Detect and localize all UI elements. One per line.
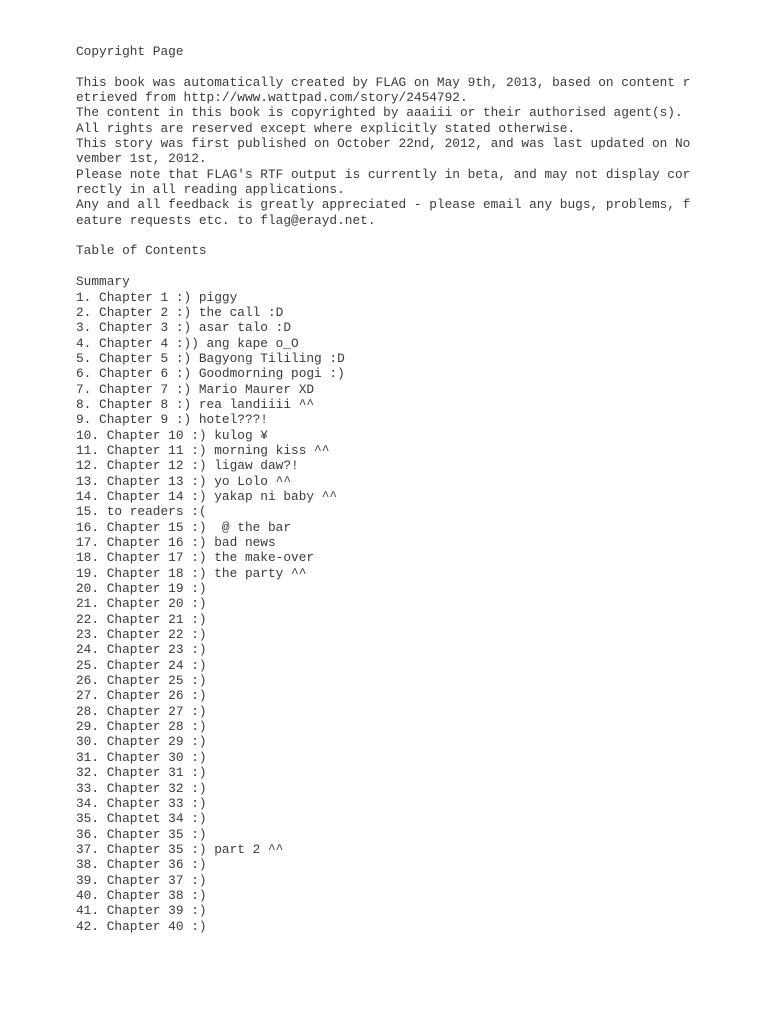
toc-entry[interactable]: 5. Chapter 5 :) Bagyong Tililing :D — [76, 350, 345, 366]
toc-entry[interactable]: 8. Chapter 8 :) rea landiiii ^^ — [76, 396, 315, 412]
copyright-line: vember 1st, 2012. — [76, 151, 207, 167]
toc-entry[interactable]: 27. Chapter 26 :) — [76, 688, 207, 704]
toc-entry[interactable]: 40. Chapter 38 :) — [76, 887, 207, 903]
toc-entry[interactable]: 9. Chapter 9 :) hotel???! — [76, 412, 268, 428]
toc-entry[interactable]: 11. Chapter 11 :) morning kiss ^^ — [76, 442, 330, 458]
toc-entry[interactable]: 18. Chapter 17 :) the make-over — [76, 550, 315, 566]
copyright-line: eature requests etc. to flag@erayd.net. — [76, 212, 376, 228]
toc-entry[interactable]: 36. Chapter 35 :) — [76, 826, 207, 842]
toc-entry[interactable]: 26. Chapter 25 :) — [76, 673, 207, 689]
copyright-line: The content in this book is copyrighted by aaaiii or their authorised agent(s). — [76, 105, 683, 121]
copyright-notice — [76, 75, 696, 228]
toc-entry[interactable]: 37. Chapter 35 :) part 2 ^^ — [76, 841, 284, 857]
toc-entry[interactable]: 20. Chapter 19 :) — [76, 581, 207, 597]
toc-list — [76, 274, 696, 934]
toc-entry[interactable]: 3. Chapter 3 :) asar talo :D — [76, 320, 292, 336]
copyright-line: etrieved from http://www.wattpad.com/story/2454792. — [76, 90, 468, 106]
toc-entry[interactable]: 32. Chapter 31 :) — [76, 765, 207, 781]
toc-entry[interactable]: 29. Chapter 28 :) — [76, 719, 207, 735]
toc-entry[interactable]: 12. Chapter 12 :) ligaw daw?! — [76, 458, 299, 474]
toc-summary-entry[interactable]: Summary — [76, 274, 130, 290]
toc-entry[interactable]: 33. Chapter 32 :) — [76, 780, 207, 796]
copyright-heading: Copyright Page — [76, 44, 184, 59]
toc-entry[interactable]: 31. Chapter 30 :) — [76, 749, 207, 765]
toc-entry[interactable]: 35. Chaptet 34 :) — [76, 811, 207, 827]
copyright-line: rectly in all reading applications. — [76, 182, 345, 198]
toc-entry[interactable]: 41. Chapter 39 :) — [76, 903, 207, 919]
copyright-line: This book was automatically created by FLAG on May 9th, 2013, based on content r — [76, 74, 691, 90]
toc-entry[interactable]: 25. Chapter 24 :) — [76, 657, 207, 673]
toc-entry[interactable]: 4. Chapter 4 :)) ang kape o_O — [76, 335, 299, 351]
toc-entry[interactable]: 19. Chapter 18 :) the party ^^ — [76, 565, 307, 581]
toc-entry[interactable]: 42. Chapter 40 :) — [76, 918, 207, 934]
toc-entry[interactable]: 21. Chapter 20 :) — [76, 596, 207, 612]
toc-entry[interactable]: 16. Chapter 15 :) @ the bar — [76, 519, 292, 535]
spacer — [76, 259, 696, 274]
toc-entry[interactable]: 7. Chapter 7 :) Mario Maurer XD — [76, 381, 315, 397]
document-page — [76, 44, 696, 934]
toc-entry[interactable]: 10. Chapter 10 :) kulog ¥ — [76, 427, 268, 443]
toc-entry[interactable]: 2. Chapter 2 :) the call :D — [76, 304, 284, 320]
spacer — [76, 228, 696, 243]
toc-entry[interactable]: 38. Chapter 36 :) — [76, 857, 207, 873]
toc-entry[interactable]: 34. Chapter 33 :) — [76, 795, 207, 811]
toc-entry[interactable]: 6. Chapter 6 :) Goodmorning pogi :) — [76, 366, 345, 382]
toc-entry[interactable]: 17. Chapter 16 :) bad news — [76, 535, 276, 550]
copyright-line: Please note that FLAG's RTF output is currently in beta, and may not display cor — [76, 166, 691, 182]
toc-entry[interactable]: 1. Chapter 1 :) piggy — [76, 289, 238, 305]
toc-entry[interactable]: 39. Chapter 37 :) — [76, 872, 207, 888]
toc-entry[interactable]: 23. Chapter 22 :) — [76, 627, 207, 643]
spacer — [76, 59, 696, 74]
toc-entry[interactable]: 28. Chapter 27 :) — [76, 703, 207, 719]
toc-entry[interactable]: 24. Chapter 23 :) — [76, 642, 207, 658]
copyright-line: All rights are reserved except where explicitly stated otherwise. — [76, 120, 576, 136]
toc-entry[interactable]: 30. Chapter 29 :) — [76, 734, 207, 750]
toc-entry[interactable]: 14. Chapter 14 :) yakap ni baby ^^ — [76, 488, 338, 504]
copyright-line: Any and all feedback is greatly appreciated - please email any bugs, problems, f — [76, 197, 691, 213]
toc-heading: Table of Contents — [76, 243, 207, 259]
toc-entry[interactable]: 13. Chapter 13 :) yo Lolo ^^ — [76, 473, 292, 489]
toc-entry[interactable]: 22. Chapter 21 :) — [76, 611, 207, 627]
toc-entry[interactable]: 15. to readers :( — [76, 504, 207, 520]
copyright-line: This story was first published on October 22nd, 2012, and was last updated on No — [76, 136, 691, 152]
